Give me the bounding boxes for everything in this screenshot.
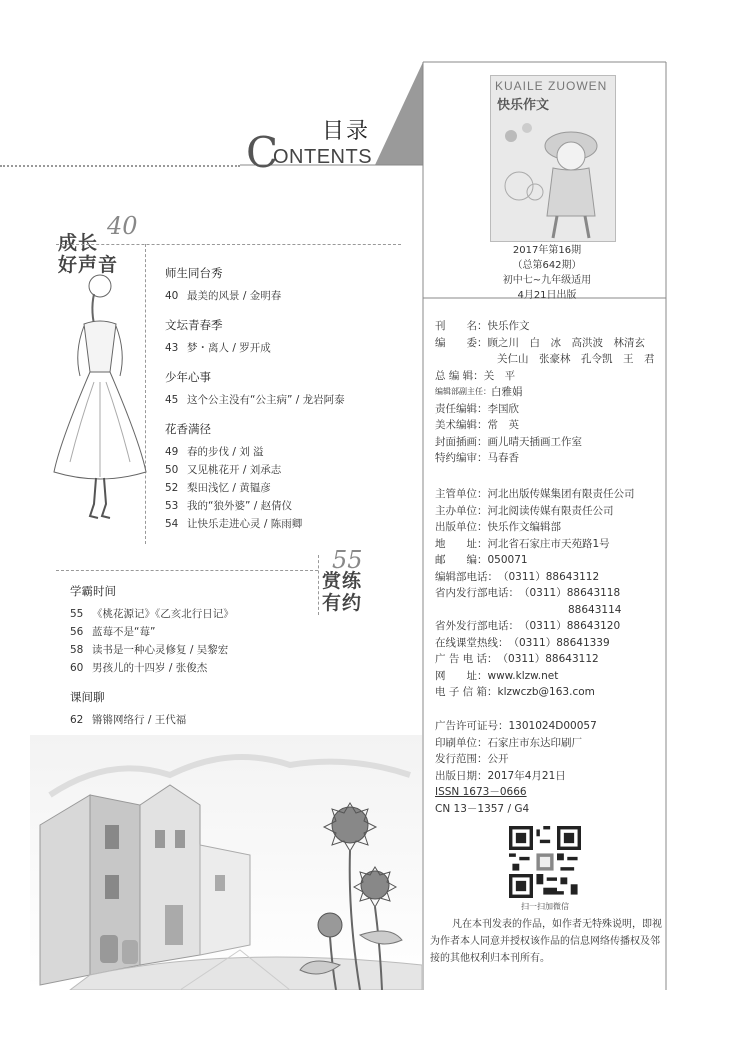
info-key: 邮 编： xyxy=(435,554,488,566)
toc-page: 43 xyxy=(165,342,179,354)
toc-page: 62 xyxy=(70,714,84,726)
info-row xyxy=(435,335,675,352)
section2-title-line2: 有约 xyxy=(322,592,363,614)
toc-page: 40 xyxy=(165,290,179,302)
info-value: 画儿晴天插画工作室 xyxy=(487,435,582,448)
info-key: 省内发行部电话： xyxy=(435,587,519,599)
info-key: 出版日期： xyxy=(435,769,488,782)
info-key: 出版单位： xyxy=(435,521,488,533)
toc-page: 56 xyxy=(70,626,84,638)
info-value: 顾之川 白 冰 高洪波 林清玄 xyxy=(487,336,645,349)
info-value: 公开 xyxy=(487,753,509,765)
toc-text: 又见桃花开 / 刘承志 xyxy=(187,464,282,476)
info-key: 电 子 信 箱： xyxy=(435,686,498,698)
toc-text: 读书是一种心灵修复 / 吴黎宏 xyxy=(92,644,229,656)
toc-text: 蓝莓不是“莓” xyxy=(92,626,156,638)
toc-item[interactable] xyxy=(165,287,345,305)
info-value: 050071 xyxy=(487,554,528,566)
section1-rule xyxy=(56,244,401,245)
info-row xyxy=(435,351,675,368)
info-row xyxy=(435,768,675,785)
toc-item[interactable] xyxy=(70,623,234,641)
info-row xyxy=(435,434,675,451)
issue-line: 2017年第16期 xyxy=(512,245,582,256)
info-row xyxy=(435,450,675,467)
info-key: 省外发行部电话： xyxy=(435,620,519,632)
toc-category: 文坛青春季 xyxy=(165,318,223,332)
info-row xyxy=(435,635,675,652)
info-row xyxy=(435,735,675,752)
cn-number: CN 13－1357 / G4 xyxy=(435,802,530,815)
info-row xyxy=(435,318,675,335)
info-value: 1301024D00057 xyxy=(508,720,597,732)
info-key: 封面插画： xyxy=(435,435,488,448)
toc-page: 55 xyxy=(70,608,84,620)
toc-page: 45 xyxy=(165,394,179,406)
copyright-notice: 凡在本刊发表的作品，如作者无特殊说明，即视为作者本人同意并授权该作品的信息网络传播权及邻接的其他权利归本刊所有。 xyxy=(430,919,662,964)
cover-illustration xyxy=(491,76,615,241)
info-value: 马春香 xyxy=(487,452,519,464)
toc-page: 52 xyxy=(165,482,179,494)
info-row xyxy=(435,417,675,434)
toc-item[interactable] xyxy=(70,605,234,623)
info-row xyxy=(435,602,675,619)
info-row xyxy=(435,684,675,701)
issn-row xyxy=(435,784,675,801)
info-value: 88643114 xyxy=(568,603,622,616)
info-value: 河北出版传媒集团有限责任公司 xyxy=(487,488,635,500)
toc-page: 60 xyxy=(70,662,84,674)
section1-title xyxy=(58,232,118,276)
toc-item[interactable] xyxy=(165,515,345,533)
info-row xyxy=(435,503,675,520)
issue-line: 初中七~九年级适用 xyxy=(502,275,592,286)
toc-text: 梦・离人 / 罗开成 xyxy=(187,342,271,354)
toc-item[interactable] xyxy=(70,641,234,659)
info-key: 美术编辑： xyxy=(435,419,488,431)
info-row xyxy=(435,569,675,586)
toc-category: 师生同台秀 xyxy=(165,266,223,280)
toc-text: 让快乐走进心灵 / 陈雨卿 xyxy=(187,518,303,530)
info-value: 李国欣 xyxy=(487,402,519,415)
info-value: （0311）88643112 xyxy=(498,570,600,583)
masthead-block-license xyxy=(435,718,675,817)
toc-text: 男孩儿的十四岁 / 张俊杰 xyxy=(92,662,208,674)
info-value: 河北省石家庄市天苑路1号 xyxy=(487,537,610,550)
info-row xyxy=(435,368,675,385)
section2-divider xyxy=(318,555,319,615)
info-row xyxy=(435,718,675,735)
info-value: 关仁山 张豪林 孔令凯 王 君 xyxy=(497,353,655,365)
issn: ISSN 1673－0666 xyxy=(435,786,527,798)
issue-line: （总第642期） xyxy=(512,260,582,271)
info-row xyxy=(435,519,675,536)
info-key: 责任编辑： xyxy=(435,402,488,415)
info-key: 广 告 电 话： xyxy=(435,653,498,665)
wechat-qr-code[interactable] xyxy=(509,826,581,898)
email-link[interactable]: klzwczb@163.com xyxy=(497,686,595,698)
toc-category: 少年心事 xyxy=(165,370,211,384)
street-sunflower-illustration xyxy=(30,735,422,990)
info-key: 地 址： xyxy=(435,537,488,550)
info-row xyxy=(435,384,675,401)
issue-line: 4月21日出版 xyxy=(517,290,577,301)
info-value: （0311）88643120 xyxy=(519,620,621,632)
toc-category: 学霸时间 xyxy=(70,584,116,598)
info-key: 主办单位： xyxy=(435,504,488,517)
contents-rest: ONTENTS xyxy=(273,146,373,168)
info-key: 编 委： xyxy=(435,336,488,349)
toc-category: 花香满径 xyxy=(165,422,211,436)
toc-text: 我的“狼外婆” / 赵倩仪 xyxy=(187,500,293,512)
toc-item[interactable] xyxy=(165,497,345,515)
toc-item[interactable] xyxy=(70,659,234,677)
toc-page: 53 xyxy=(165,500,179,512)
info-key: 印刷单位： xyxy=(435,736,488,749)
cn-row xyxy=(435,801,675,818)
toc-text: 《桃花源记》《乙亥北行日记》 xyxy=(92,608,234,620)
toc-item[interactable] xyxy=(165,479,345,497)
info-row xyxy=(435,486,675,503)
section1-title-line1: 成长 xyxy=(58,232,99,254)
toc-item[interactable] xyxy=(165,461,345,479)
toc-item[interactable] xyxy=(70,711,234,729)
info-value: （0311）88643118 xyxy=(519,587,621,599)
info-value: 白雅娟 xyxy=(491,386,523,398)
cover-masthead: KUAILE ZUOWEN xyxy=(495,79,608,93)
info-key: 发行范围： xyxy=(435,753,488,765)
toc-item[interactable] xyxy=(165,391,345,409)
section1-page-number: 40 xyxy=(107,212,138,240)
toc-page: 49 xyxy=(165,446,179,458)
info-row xyxy=(435,668,675,685)
toc-item[interactable] xyxy=(165,339,345,357)
info-key: 网 址： xyxy=(435,669,488,682)
masthead-block-editorial xyxy=(435,318,675,467)
info-key: 在线课堂热线： xyxy=(435,636,509,649)
magazine-cover-image xyxy=(490,75,616,242)
info-row xyxy=(435,401,675,418)
section1-title-line2: 好声音 xyxy=(58,254,119,276)
info-value: （0311）88643112 xyxy=(497,653,599,665)
toc-page: 54 xyxy=(165,518,179,530)
masthead-block-publisher xyxy=(435,486,675,701)
toc-text: 锵锵网络行 / 王代福 xyxy=(92,714,187,726)
girl-illustration xyxy=(50,272,150,534)
toc-text: 这个公主没有“公主病” / 龙岩阿泰 xyxy=(187,394,345,406)
info-key: 主管单位： xyxy=(435,488,488,500)
info-row xyxy=(435,618,675,635)
toc-text: 春的步伐 / 刘 溢 xyxy=(187,446,264,458)
toc-category: 课间聊 xyxy=(70,690,105,704)
info-value: 常 英 xyxy=(487,419,519,431)
toc-item[interactable] xyxy=(165,443,345,461)
info-row xyxy=(435,536,675,553)
section1-toc xyxy=(165,265,345,533)
section2-page-number: 55 xyxy=(332,546,363,574)
section2-title-line1: 赏练 xyxy=(322,570,363,592)
info-value: 河北阅读传媒有限责任公司 xyxy=(487,504,614,517)
info-value: （0311）88641339 xyxy=(508,636,610,649)
cover-title: 快乐作文 xyxy=(497,98,550,113)
info-key: 总 编 辑： xyxy=(435,369,484,382)
info-value: 快乐作文编辑部 xyxy=(487,521,561,533)
section2-toc xyxy=(70,583,234,729)
info-key: 编辑部电话： xyxy=(435,570,498,583)
info-key: 编辑部副主任： xyxy=(435,387,491,396)
section2-title xyxy=(322,570,362,614)
info-key: 刊 名： xyxy=(435,320,488,332)
toc-text: 梨田浅忆 / 黄韫彦 xyxy=(187,482,271,494)
info-row xyxy=(435,651,675,668)
info-row xyxy=(435,585,675,602)
cover-issue-info xyxy=(422,243,672,303)
info-value: 石家庄市东达印刷厂 xyxy=(487,736,582,749)
info-key: 广告许可证号： xyxy=(435,720,509,732)
section2-rule xyxy=(56,570,318,571)
qr-caption: 扫一扫加微信 xyxy=(521,902,569,911)
info-value: 关 平 xyxy=(483,369,516,382)
toc-page: 50 xyxy=(165,464,179,476)
page-title: 目录 xyxy=(322,119,371,144)
toc-page: 58 xyxy=(70,644,84,656)
info-value: 2017年4月21日 xyxy=(487,769,566,782)
info-value: 快乐作文 xyxy=(487,320,530,332)
website-link[interactable]: www.klzw.net xyxy=(487,669,559,682)
info-key: 特约编审： xyxy=(435,452,488,464)
info-row xyxy=(435,751,675,768)
toc-text: 最美的风景 / 金明春 xyxy=(187,290,282,302)
info-row xyxy=(435,552,675,569)
contents-initial: C xyxy=(246,128,279,177)
